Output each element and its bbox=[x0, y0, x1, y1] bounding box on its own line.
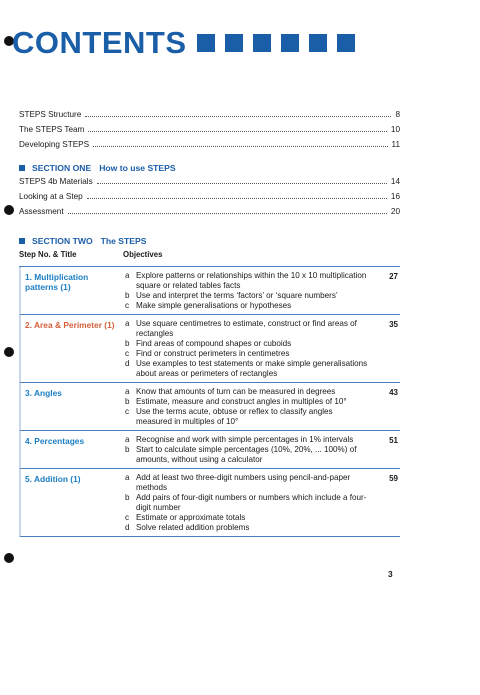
objective-letter: a bbox=[125, 435, 130, 444]
objective-text: Add pairs of four-digit numbers or numbers which include a four-digit number bbox=[136, 493, 367, 512]
objective-text: Use examples to test statements or make simple generalisations about areas or perimeters of rectangles bbox=[136, 359, 368, 378]
objective-text: Make simple generalisations or hypotheses bbox=[136, 301, 292, 310]
objectives-list bbox=[117, 383, 400, 430]
step-page: 51 bbox=[389, 436, 398, 445]
objective bbox=[125, 359, 400, 379]
toc-entry-label: Looking at a Step bbox=[19, 192, 83, 201]
toc-entry-label: The STEPS Team bbox=[19, 125, 85, 134]
objective-letter: c bbox=[125, 301, 130, 310]
objective bbox=[125, 493, 400, 513]
toc-entry-page: 11 bbox=[391, 140, 400, 149]
section-two-heading bbox=[19, 236, 146, 246]
decorative-square bbox=[225, 34, 243, 52]
column-header-objectives: Objectives bbox=[123, 250, 163, 259]
square-bullet-icon bbox=[19, 238, 25, 244]
step-page: 59 bbox=[389, 474, 398, 483]
objective-letter: d bbox=[125, 523, 130, 532]
objective bbox=[125, 291, 400, 301]
objective bbox=[125, 513, 400, 523]
toc-entry[interactable] bbox=[19, 207, 400, 222]
leader-dots bbox=[88, 131, 387, 132]
section-label: SECTION ONE bbox=[32, 163, 92, 173]
step-row[interactable] bbox=[19, 383, 400, 431]
objective-letter: d bbox=[125, 359, 130, 368]
objective-letter: b bbox=[125, 397, 130, 406]
objective bbox=[125, 397, 400, 407]
objectives-list bbox=[117, 431, 400, 468]
objective-letter: b bbox=[125, 291, 130, 300]
toc-entry-label: Developing STEPS bbox=[19, 140, 90, 149]
step-row[interactable] bbox=[19, 431, 400, 469]
toc-entry-page: 10 bbox=[390, 125, 400, 134]
toc-entry[interactable] bbox=[19, 110, 400, 125]
step-title: 1. Multiplication patterns (1) bbox=[25, 272, 89, 292]
leader-dots bbox=[68, 213, 387, 214]
page-title: CONTENTS bbox=[12, 25, 187, 60]
step-row[interactable] bbox=[19, 315, 400, 383]
objective bbox=[125, 301, 400, 311]
objective-letter: b bbox=[125, 445, 130, 454]
punch-hole bbox=[4, 553, 14, 563]
decorative-square bbox=[309, 34, 327, 52]
leader-dots bbox=[85, 116, 391, 117]
toc-entry-page: 8 bbox=[395, 110, 400, 119]
step-page: 27 bbox=[389, 272, 398, 281]
objective-text: Use and interpret the terms ‘factors’ or ‘square numbers’ bbox=[136, 291, 338, 300]
toc-entry-page: 20 bbox=[390, 207, 400, 216]
objectives-list bbox=[117, 469, 400, 536]
objective-text: Estimate, measure and construct angles in multiples of 10° bbox=[136, 397, 347, 406]
objective-letter: b bbox=[125, 339, 130, 348]
decorative-square bbox=[337, 34, 355, 52]
objective bbox=[125, 445, 400, 465]
toc-entry-label: Assessment bbox=[19, 207, 64, 216]
step-title: 3. Angles bbox=[25, 388, 62, 398]
toc-section-one bbox=[19, 177, 400, 222]
objective-text: Use square centimetres to estimate, construct or find areas of rectangles bbox=[136, 319, 357, 338]
step-row[interactable] bbox=[19, 267, 400, 315]
objectives-list bbox=[117, 315, 400, 382]
leader-dots bbox=[87, 198, 387, 199]
objective-letter: c bbox=[125, 407, 130, 416]
objective-text: Solve related addition problems bbox=[136, 523, 250, 532]
column-header-step: Step No. & Title bbox=[19, 250, 77, 259]
toc-entry[interactable] bbox=[19, 177, 400, 192]
objective-text: Start to calculate simple percentages (10%, 20%, ... 100%) of amounts, without using a calculator bbox=[136, 445, 357, 464]
toc-entry-label: STEPS 4b Materials bbox=[19, 177, 93, 186]
decorative-square bbox=[253, 34, 271, 52]
objective-letter: b bbox=[125, 493, 130, 502]
decorative-square bbox=[281, 34, 299, 52]
step-title: 4. Percentages bbox=[25, 436, 85, 446]
objective-text: Add at least two three-digit numbers using pencil-and-paper methods bbox=[136, 473, 351, 492]
punch-hole bbox=[4, 347, 14, 357]
objectives-list bbox=[117, 267, 400, 314]
objective-text: Recognise and work with simple percentages in 1% intervals bbox=[136, 435, 354, 444]
section-subtitle: How to use STEPS bbox=[99, 163, 176, 173]
objective-text: Find or construct perimeters in centimetres bbox=[136, 349, 290, 358]
leader-dots bbox=[97, 183, 387, 184]
objective-text: Find areas of compound shapes or cuboids bbox=[136, 339, 292, 348]
objective bbox=[125, 407, 400, 427]
steps-table bbox=[19, 266, 400, 537]
page-number: 3 bbox=[388, 569, 393, 579]
objective-text: Use the terms acute, obtuse or reflex to classify angles measured in multiples of 10° bbox=[136, 407, 333, 426]
square-bullet-icon bbox=[19, 165, 25, 171]
section-label: SECTION TWO bbox=[32, 236, 93, 246]
punch-hole bbox=[4, 205, 14, 215]
toc-entry-page: 16 bbox=[390, 192, 400, 201]
objective-letter: a bbox=[125, 473, 130, 482]
objective bbox=[125, 349, 400, 359]
objective bbox=[125, 435, 400, 445]
toc-intro bbox=[19, 110, 400, 155]
step-row[interactable] bbox=[19, 469, 400, 537]
toc-entry[interactable] bbox=[19, 140, 400, 155]
objective bbox=[125, 339, 400, 349]
step-title: 2. Area & Perimeter (1) bbox=[25, 320, 115, 330]
objective-text: Know that amounts of turn can be measured in degrees bbox=[136, 387, 336, 396]
objective bbox=[125, 271, 400, 291]
objective-letter: a bbox=[125, 319, 130, 328]
objective bbox=[125, 473, 400, 493]
section-subtitle: The STEPS bbox=[100, 236, 147, 246]
objective-text: Explore patterns or relationships within the 10 x 10 multiplication square or related tables facts bbox=[136, 271, 367, 290]
objective bbox=[125, 387, 400, 397]
leader-dots bbox=[93, 146, 387, 147]
objective-letter: a bbox=[125, 271, 130, 280]
objective-text: Estimate or approximate totals bbox=[136, 513, 246, 522]
objective-letter: c bbox=[125, 513, 130, 522]
toc-entry-page: 14 bbox=[390, 177, 400, 186]
objective bbox=[125, 523, 400, 533]
step-title: 5. Addition (1) bbox=[25, 474, 81, 484]
objective-letter: c bbox=[125, 349, 130, 358]
toc-entry[interactable] bbox=[19, 125, 400, 140]
toc-entry-label: STEPS Structure bbox=[19, 110, 82, 119]
decorative-square bbox=[197, 34, 215, 52]
page-header bbox=[12, 26, 355, 60]
step-page: 43 bbox=[389, 388, 398, 397]
objective bbox=[125, 319, 400, 339]
section-one-heading bbox=[19, 163, 176, 173]
step-page: 35 bbox=[389, 320, 398, 329]
toc-entry[interactable] bbox=[19, 192, 400, 207]
objective-letter: a bbox=[125, 387, 130, 396]
